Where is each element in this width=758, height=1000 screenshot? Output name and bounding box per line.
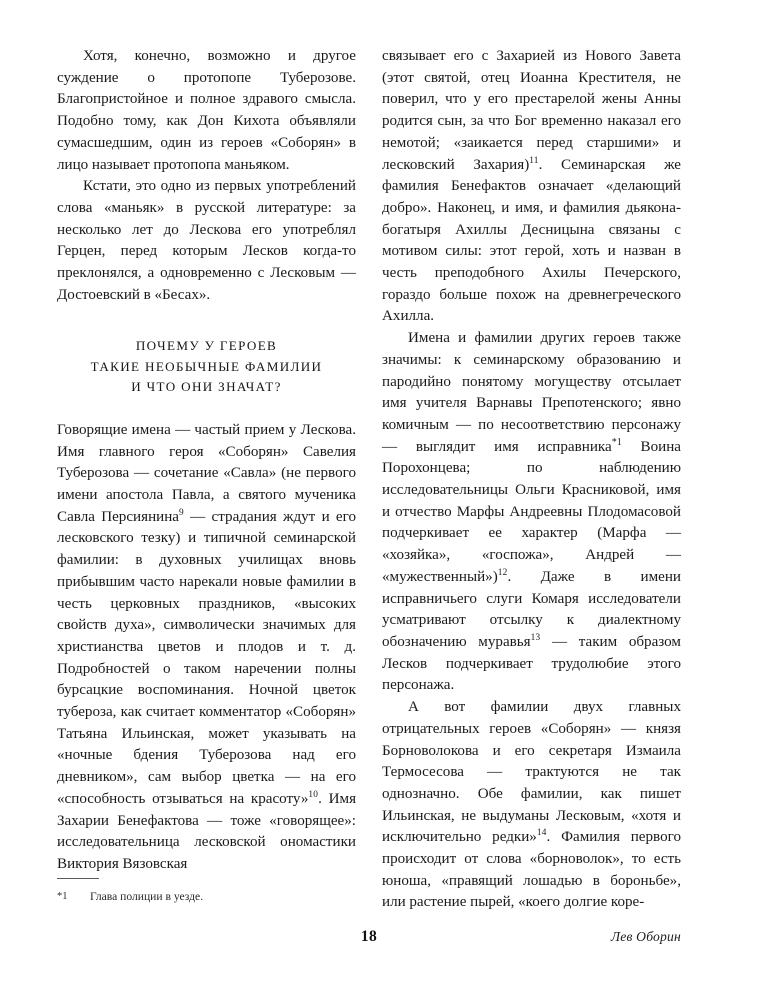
- paragraph-right-2: [382, 328, 681, 697]
- paragraph-left-2: Кстати, это одно из первых употреблений слова «маньяк» в русской литературе: за несколько лет до Лескова его употреблял Герцен, перед которым Лесков когда-то преклонялся, а одновременно с Лесковым — Достоевский в «Бесах».: [57, 178, 356, 303]
- page-footer: [57, 928, 681, 950]
- paragraph-right-2-text-part-1: Имена и фамилии других героев также значимы: к семинарскому образованию и пародийно понятому могуществу отсылает имя учителя Варнавы Препотенского; явно комичным — по несоответствию персонажу — выглядит имя исправника: [382, 330, 681, 455]
- section-heading-line-1: ПОЧЕМУ У ГЕРОЕВ: [135, 338, 278, 354]
- paragraph-left-3-text-part-3: . Имя Захарии Бенефактова — тоже «говорящее»: исследовательница лесковской ономастики Виктория Вязовская: [57, 790, 357, 872]
- right-text-column: [382, 46, 681, 914]
- footnote-item: [57, 889, 387, 904]
- section-heading-line-3: И ЧТО ОНИ ЗНАЧАТ?: [131, 379, 282, 395]
- paragraph-left-3-text-part-1: Говорящие имена — частый прием у Лескова. Имя главного героя «Соборян» Савелия Туберозова — сочетание «Савла» (не первого имени апостола Павла, а святого мученика Савла Персиянина: [57, 421, 356, 525]
- paragraph-right-2-text-part-4: — таким образом Лесков подчеркивает трудолюбие этого персонажа.: [382, 633, 681, 694]
- footnote-ref-14[interactable]: 14: [536, 828, 547, 839]
- paragraph-right-1-text-part-2: . Семинарская же фамилия Бенефактов означает «делающий добро». Наконец, и имя, и фамилия дьякона-богатыря Ахиллы Десницына связаны с мотивом силы: этот герой, хоть и назван в честь преподобного Ахилы Печерского, гораздо больше похож на древнегреческого Ахилла.: [382, 156, 681, 325]
- paragraph-right-3-text-part-2: . Фамилия первого происходит от слова «борноволок», то есть юноша, «правящий лошадью в бороньбе», или растение пырей, «коего долгие коре-: [382, 829, 681, 911]
- paragraph-right-2-text-part-3: . Даже в имени исправничьего слуги Комаря исследователи усматривают отсылку к диалектному обозначению муравья: [382, 568, 681, 650]
- paragraph-right-1: [382, 46, 681, 328]
- footnote-area: [57, 878, 387, 904]
- footnote-ref-13[interactable]: 13: [530, 632, 541, 643]
- paragraph-left-3-text-part-2: — страдания ждут и его лесковского тезку) и типичной семинарской фамилии: в духовных училищах вновь прибывшим часто нарекали новые фамилии в честь церковных праздников, «высоких свойств духа», символически значимых для христианства цветов и плодов и т. д. Подробностей о таком наречении полны бурсацкие воспоминания. Ночной цветок тубероза, как считает комментатор «Соборян» Татьяна Ильинская, может указывать на «ночные бдения Туберозова над его дневником», сам выбор цветка — на его «способность отзываться на красоту»: [57, 508, 356, 807]
- page-number: 18: [360, 928, 378, 945]
- footnote-text: Глава полиции в уезде.: [90, 890, 204, 903]
- section-heading-line-2: ТАКИЕ НЕОБЫЧНЫЕ ФАМИЛИИ: [90, 358, 323, 374]
- paragraph-left-3: [57, 420, 356, 876]
- footnote-ref-star-1[interactable]: *1: [611, 436, 622, 448]
- paragraph-left-1: Хотя, конечно, возможно и другое суждение о протопопе Туберозове. Благопристойное и полное здравого смысла. Подобно тому, как Дон Кихота объявляли сумасшедшим, один из героев «Соборян» в лицо называет протопопа маньяком.: [57, 48, 356, 173]
- paragraph-right-3: [382, 697, 681, 914]
- section-heading: [57, 336, 356, 398]
- footnote-marker: *1: [57, 891, 68, 902]
- left-text-column: [57, 46, 356, 876]
- paragraph-right-3-text-part-1: А вот фамилии двух главных отрицательных героев «Соборян» — князя Борноволокова и его секретаря Измаила Термосесова — трактуются не так однозначно. Обе фамилии, как пишет Ильинская, не выдуманы Лесковым, «хотя и исключительно редки»: [382, 699, 681, 846]
- footnote-separator-rule: [57, 878, 99, 879]
- footnote-ref-12[interactable]: 12: [497, 567, 508, 578]
- running-title-author: Лев Оборин: [610, 929, 681, 944]
- footnote-ref-9[interactable]: 9: [179, 507, 184, 518]
- paragraph-right-1-text-part-1: связывает его с Захарией из Нового Завета (этот святой, отец Иоанна Крестителя, не поверил, что у его престарелой жены Анны родится сын, за что Бог временно наказал его немотой; «заикается перед старшими» и лесковский Захария): [382, 48, 681, 173]
- paragraph-right-2-text-part-2: Воина Порохонцева; по наблюдению исследовательницы Ольги Красниковой, имя и отчество Марфы Андреевны Плодомасовой подчеркивает ее характер (Марфа — «хозяйка», «госпожа», Андрей — «мужественный»): [382, 438, 681, 585]
- footnote-ref-11[interactable]: 11: [529, 155, 539, 166]
- footnote-ref-10[interactable]: 10: [308, 789, 319, 800]
